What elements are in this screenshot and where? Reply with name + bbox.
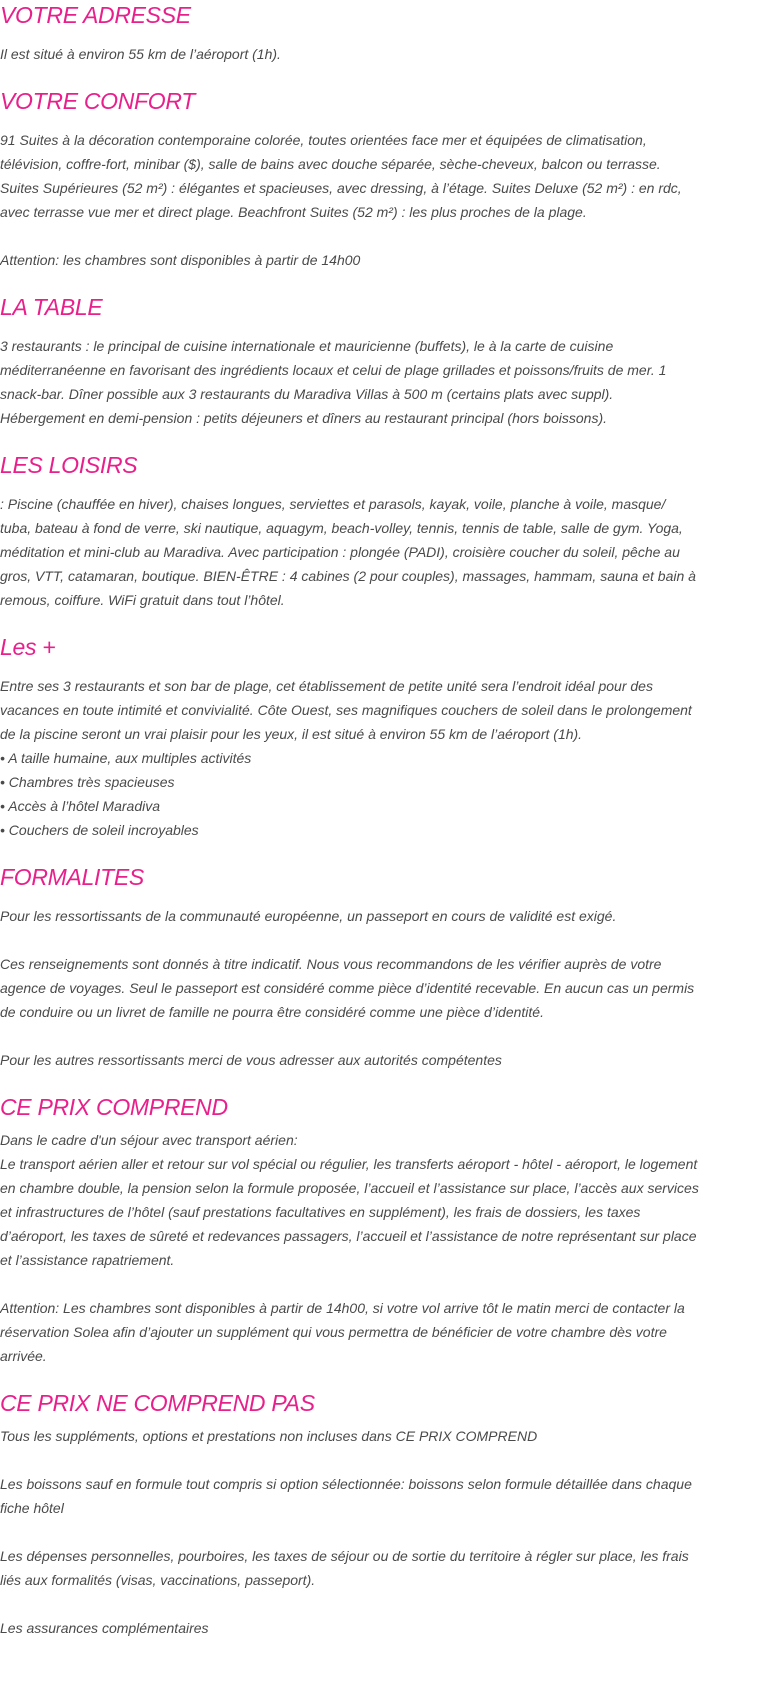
section-title-adresse: VOTRE ADRESSE: [0, 2, 191, 28]
adresse-text: Il est situé à environ 55 km de l’aéroport (1h).: [0, 46, 281, 62]
section-title-confort: VOTRE CONFORT: [0, 88, 196, 114]
table-text: 3 restaurants : le principal de cuisine internationale et mauricienne (buffets), le à la carte de cuisine méditerranéenne en favorisant des ingrédients locaux et celui de plage grillades et poissons/fruits de mer. 1 snack-bar. Dîner possible aux 3 restaurants du Maradiva Villas à 500 m (certains plats avec suppl). Hébergement en demi-pension : petits déjeuners et dîners au restaurant principal (hors boissons).: [0, 338, 667, 426]
section-title-loisirs: LES LOISIRS: [0, 452, 138, 478]
plus-bullet: • Accès à l’hôtel Maradiva: [0, 798, 161, 814]
section-title-table: LA TABLE: [0, 294, 103, 320]
confort-text: 91 Suites à la décoration contemporaine colorée, toutes orientées face mer et équipées de climatisation, télévision, coffre-fort, minibar ($), salle de bains avec douche séparée, sèche-cheveux, balcon ou terrasse. Suites Supérieures (52 m²) : élégantes et spacieuses, avec dressing, à l’étage. Suites Deluxe (52 m²) : en rdc, avec terrasse vue mer et direct plage. Beachfront Suites (52 m²) : les plus proches de la plage.: [0, 132, 682, 220]
ne-comprend-pas-assurances-text: Les assurances complémentaires: [0, 1620, 209, 1636]
section-title-plus: Les +: [0, 634, 56, 660]
plus-bullet: • A taille humaine, aux multiples activités: [0, 750, 252, 766]
confort-attention-text: Attention: les chambres sont disponibles à partir de 14h00: [0, 252, 361, 268]
comprend-attention-text: Attention: Les chambres sont disponibles à partir de 14h00, si votre vol arrive tôt le matin merci de contacter la réservation Solea afin d’ajouter un supplément qui vous permettra de bénéficier de votre chambre dès votre arrivée.: [0, 1300, 685, 1364]
section-title-ne-comprend-pas: CE PRIX NE COMPREND PAS: [0, 1390, 315, 1416]
section-title-comprend: CE PRIX COMPREND: [0, 1094, 228, 1120]
formalites-disclaimer-text: Ces renseignements sont donnés à titre indicatif. Nous vous recommandons de les vérifier auprès de votre agence de voyages. Seul le passeport est considéré comme pièce d’identité recevable. En aucun cas un permis de conduire ou un livret de famille ne pourra être considéré comme une pièce d’identité.: [0, 956, 695, 1020]
formalites-text: Pour les ressortissants de la communauté européenne, un passeport en cours de validité est exigé.: [0, 908, 617, 924]
comprend-intro-text: Dans le cadre d'un séjour avec transport aérien:: [0, 1132, 298, 1148]
plus-bullet: • Chambres très spacieuses: [0, 774, 175, 790]
plus-text: Entre ses 3 restaurants et son bar de plage, cet établissement de petite unité sera l’endroit idéal pour des vacances en toute intimité et convivialité. Côte Ouest, ses magnifiques couchers de soleil dans le prolongement de la piscine seront un vrai plaisir pour les yeux, il est situé à environ 55 km de l’aéroport (1h).: [0, 678, 692, 742]
ne-comprend-pas-depenses-text: Les dépenses personnelles, pourboires, les taxes de séjour ou de sortie du territoire à régler sur place, les frais liés aux formalités (visas, vaccinations, passeport).: [0, 1548, 689, 1588]
ne-comprend-pas-text: Tous les suppléments, options et prestations non incluses dans CE PRIX COMPREND: [0, 1428, 538, 1444]
formalites-others-text: Pour les autres ressortissants merci de vous adresser aux autorités compétentes: [0, 1052, 502, 1068]
plus-bullet: • Couchers de soleil incroyables: [0, 822, 199, 838]
section-title-formalites: FORMALITES: [0, 864, 144, 890]
loisirs-text: : Piscine (chauffée en hiver), chaises longues, serviettes et parasols, kayak, voile, planche à voile, masque/ tuba, bateau à fond de verre, ski nautique, aquagym, beach-volley, tennis, tennis de table, salle de gym. Yoga, méditation et mini-club au Maradiva. Avec participation : plongée (PADI), croisière coucher du soleil, pêche au gros, VTT, catamaran, boutique. BIEN-ÊTRE : 4 cabines (2 pour couples), massages, hammam, sauna et bain à remous, coiffure. WiFi gratuit dans tout l’hôtel.: [0, 496, 696, 608]
comprend-text: Le transport aérien aller et retour sur vol spécial ou régulier, les transferts aéroport - hôtel - aéroport, le logement en chambre double, la pension selon la formule proposée, l’accueil et l’assistance sur place, l’accès aux services et infrastructures de l’hôtel (sauf prestations facultatives en supplément), les frais de dossiers, les taxes d’aéroport, les taxes de sûreté et redevances passagers, l’accueil et l’assistance de notre représentant sur place et l’assistance rapatriement.: [0, 1156, 699, 1268]
ne-comprend-pas-boissons-text: Les boissons sauf en formule tout compris si option sélectionnée: boissons selon formule détaillée dans chaque fiche hôtel: [0, 1476, 692, 1516]
